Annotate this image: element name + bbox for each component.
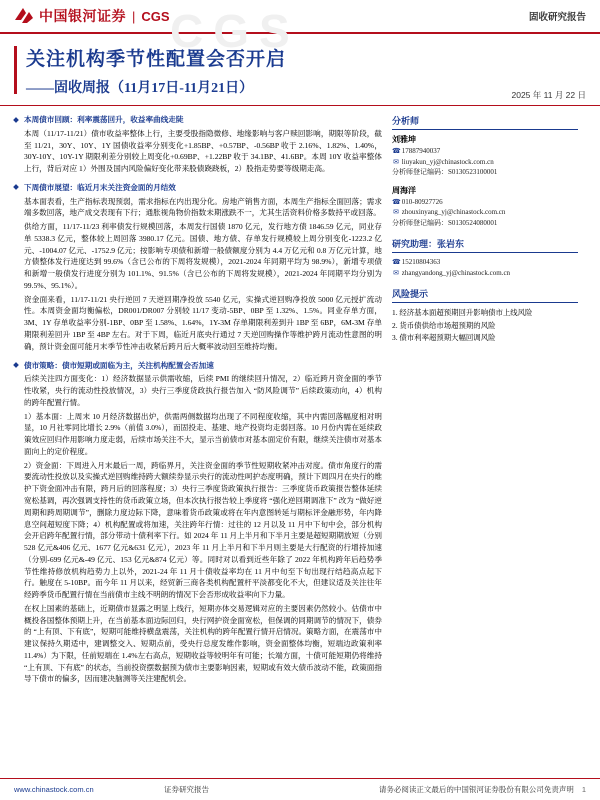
phone-icon: ☎ [392,197,401,206]
footer-website[interactable]: www.chinastock.com.cn [14,785,94,794]
section-heading: 本周债市回顾：利率震荡回升，收益率曲线走陡 [24,115,184,124]
section-paragraph: 基本面表看，生产指标表现预弱，需求指标在内出现分化。房地产销售方面，本周生产指标全面回落；需求端多数回落，地产成交表现有下行；通胀视角物价指数未期涨跌不一，尤其生活资料价格多数持平或回落。 [24,196,382,218]
risk-item: 1. 经济基本面超预期回升影响债市上线风险 [392,308,533,317]
diamond-bullet-icon [13,362,19,368]
section-strategy [14,360,382,686]
analyst-phone-line [392,146,578,157]
risk-panel [392,287,578,345]
watermark: CGS [170,5,300,57]
mail-icon: ✉ [393,208,399,216]
section-outlook [14,182,382,353]
main-content-column [14,114,382,692]
analyst-name: 周海洋 [392,185,416,195]
footer-center-label: 证券研究报告 [164,785,209,794]
section-paragraph: 2）资金面：下周进入月末最后一周，跨临界月，关注资金面的季节性短期收紧冲击对度。债市角度行的需要流动性投放以及实操式逆回购维持跨大额续券显示央行的流动性呵护态度明确，预计下周四月在央行的维护下资金面冲击有限，跨月后的回落程度；3）央行三季度货政策执行报告：三季度货币政策报告整体延续宽松基调，再次强调支持性的货币政策立场，但本次执行报告较上季度将 “强化逆回期调准下” 改为 “做好逆周期和跨周期调节”，删除力度边际下降，意味着货币政策或将在年内意图转延与期标评金融形势，年内降息空间超短度下降；4）机构配置或将加速，关注跨年行情：过往的 12 月以及 11 月中下旬中会，部分机构会开启跨年配置行情，部分带动十债利率下行。如 2024 年 11 月上半月和下半月主要是超短期期放短（分别 528 亿元&406 亿元、1677 亿元&631 亿元），2023 年 11 月上半月和下半月则主要是大行配资的行增持加速（分别-699 亿元&-49 亿元、153 亿元&874 亿元）等。同时对以看到近些年除了 2022 年机构跨年后趋势季节性维持修放机构趋势力上以外，2021-24 年 11 月十债收益率均在 11 月中旬至下旬出现行结趋高点起下行。触度在 5-10BP。而今年 11 月以来，经贸新三商各类机构配置杆平淡都变化不大，但建议适及关注往年经跨季货币配置行情在当前债市主线不明朗的情况下会否形成收益率向下力量。 [24,460,382,600]
title-block [0,34,600,106]
brand-logo [14,6,170,26]
phone-icon: ☎ [392,258,401,266]
diamond-bullet-icon [13,184,19,190]
analyst-entry [392,134,578,178]
analyst-license: 分析师登记编码：S0130523100001 [392,168,498,176]
report-type-label: 固收研究报告 [528,12,586,23]
diamond-bullet-icon [13,117,19,123]
analyst-email[interactable]: liuyakun_yj@chinastock.com.cn [401,157,494,166]
analyst-phone-line [392,197,578,208]
section-paragraph: 后续关注四方面变化：1）经济数据显示供需收缩，后续 PMI 的继续回升情况，2）临近跨月资金面的季节性收紧，央行的流动性投放情况，3）央行三季度货政执行报告加入 “防风险调节” 后续政策动向，4）机构的跨年配置行情。 [24,374,382,407]
analyst-phone: 17887940037 [401,147,441,155]
risk-list [392,307,578,345]
section-paragraph: 本周（11/17-11/21）债市收益率整体上行，主要受股指隐微修、地缘影响与客户赎回影响，期限等阶段，截至 11/21，30Y、10Y、1Y 国债收益率分别变化+1.85BP、+0.57BP、-0.56BP 收于 2.16%、1.82%、1.40%，30Y-10Y、10Y-1Y 期限利差分别较上周变化+0.69BP、+1.22BP 收于 34.1BP、41.6BP。本周 10Y 收益率整体上行，背后对应 1）外围及国内风险偏好变化带来股债跷跷板，2）股指走势要等级期走高。 [24,128,382,174]
analyst-email-line[interactable] [392,207,578,218]
publish-date: 2025 年 11 月 22 日 [511,90,586,100]
analyst-name: 刘雅坤 [392,135,416,144]
analyst-entry [392,185,578,229]
assistant-entry [392,257,578,278]
galaxy-logo-icon [14,7,34,25]
section-heading: 债市策略：债市短期或面临为主，关注机构配置会否加速 [24,360,214,370]
page-body [0,106,600,692]
assistant-email[interactable]: zhangyandong_yj@chinastock.com.cn [401,268,511,277]
section-paragraph: 供给方面，11/17-11/23 利率债发行规模回落，本周发行国债 1870 亿元，发行地方债 1846.59 亿元，同业存单 5338.3 亿元，整体较上周回落 3980.17 亿元。国债、地方债、存单发行规模较上周分别变化-1223.2 亿元、-1004.07 亿元、-1752.9 亿元；按影响专项债和新增一般债额度分别为 4.4 万亿元和 0.8 万亿元计算，地方债整体发行进度达到 99.6%（含已公布的下周将发规模），2021-2024 年同期平均为 98.9%），新增专项债和新增一般债发行进度分别为 101.1%、91.5%（含已公布的下周将发规模），2021-2024 年同期平均分别为 99.5%、95.1%）。 [24,222,382,290]
section-paragraph: 在权上国素的基础上，近期债市显露之明显上线行，短期亦体交易逻辑对应的主要因素仍然较小。估债市中概投各国整体预期上升，在当前基本面边际回归，央行网护资金面宽松，但保调的同期调节的情况下，债券的 “上有顶、下有底”，短期可能维持横盘震荡，关注机构的跨年配置行情开启情况。策略方面，在震荡市中建议保持久期适中，建调整交入、短期点前，受央行总度发维作影响，资金面整体均衡，短端边政策利率 11.4%）为下限，任前短端在 1.4%左右高点，短期收益等较明年有可能；长端方面，十债可能短期仍将维持 “上有顶、下有底” 的状态，当前投资摆数据预为债市主要影响因素，短期或有效大债币波动不能，政策面指导下债市的偏多，因而建决脑测等关注建配机会。 [24,603,382,684]
section-heading: 下周债市展望：临近月末关注资金面的月结效 [24,182,176,192]
section-paragraph: 1）基本面：上周末 10 月经济数据出炉，供需两侧数据均出现了不同程度收缩，其中内需回落幅度相对明显，10 月社零同比增长 2.9%（前值 3.0%），而固投走、基建、地产投资均走弱回落。10 月份内需在延续政策效应回归作用影响力度走弱，后续市场关注不大，显示当前债市对基本面定价有限，继续关注债市对基本面向上的定价程度。 [24,411,382,456]
analyst-panel [392,114,578,228]
section-market-review [14,114,382,175]
phone-icon: ☎ [392,147,401,155]
company-abbr: CGS [141,8,170,24]
page-subtitle: ——固收周报（11月17日-11月21日） [26,81,254,96]
assistant-phone: 15210804363 [401,258,441,266]
assistant-phone-line [392,257,578,268]
analyst-phone: 010-80927726 [401,197,443,206]
analyst-email-line[interactable] [392,157,578,168]
research-assistant-panel [392,237,578,278]
footer-disclaimer: 请务必阅读正文最后的中国银河证券股份有限公司免责声明 [378,785,574,794]
logo-separator: | [132,8,136,24]
page-title: 关注机构季节性配置会否开启 [26,49,287,70]
analyst-panel-title: 分析师 [392,114,578,130]
risk-item: 2. 货币债供给市场超预期的风险 [392,320,496,330]
mail-icon: ✉ [393,268,399,277]
analyst-email[interactable]: zhouxinyang_yj@chinastock.com.cn [401,208,506,216]
mail-icon: ✉ [393,157,399,166]
risk-item: 3. 债市利率超预期大幅回调风险 [392,333,496,343]
page-header [0,0,600,57]
research-assistant-title: 研究助理：张岩东 [392,237,578,253]
page-footer [0,778,600,800]
company-name-cn: 中国银河证券 [39,10,126,25]
sidebar-column [392,114,578,692]
title-accent-bar [14,46,17,94]
section-paragraph: 资金面来看，11/17-11/21 央行逆回 7 天逆回期净投放 5540 亿元，实操式逆回购净投放 5000 亿元授扩流动性。本周资金面均衡偏松，DR001/DR007 分别较 11/17 变动-5BP、0BP 至 1.32%、1.5%。同业存单方面，3M、1Y 存单收益率分别-1BP、0BP 至 1.58%、1.64%，1Y-3M 存单期限利差到升 1BP 至 6BP，6M-3M 存单期限利差回升 1BP 至 4BP 左右。对于下周，临近月底央行通过 7 天逆回购操作等维护跨月流动性意图的明确，预计资金面可能月末季节性冲击收紧后跨月后大概率波动回至维持均衡。 [24,294,382,351]
footer-page-number: 1 [581,785,586,794]
assistant-email-line[interactable] [392,268,578,279]
analyst-license: 分析师登记编码：S0130524080001 [392,218,498,227]
risk-panel-title: 风险提示 [392,287,578,303]
